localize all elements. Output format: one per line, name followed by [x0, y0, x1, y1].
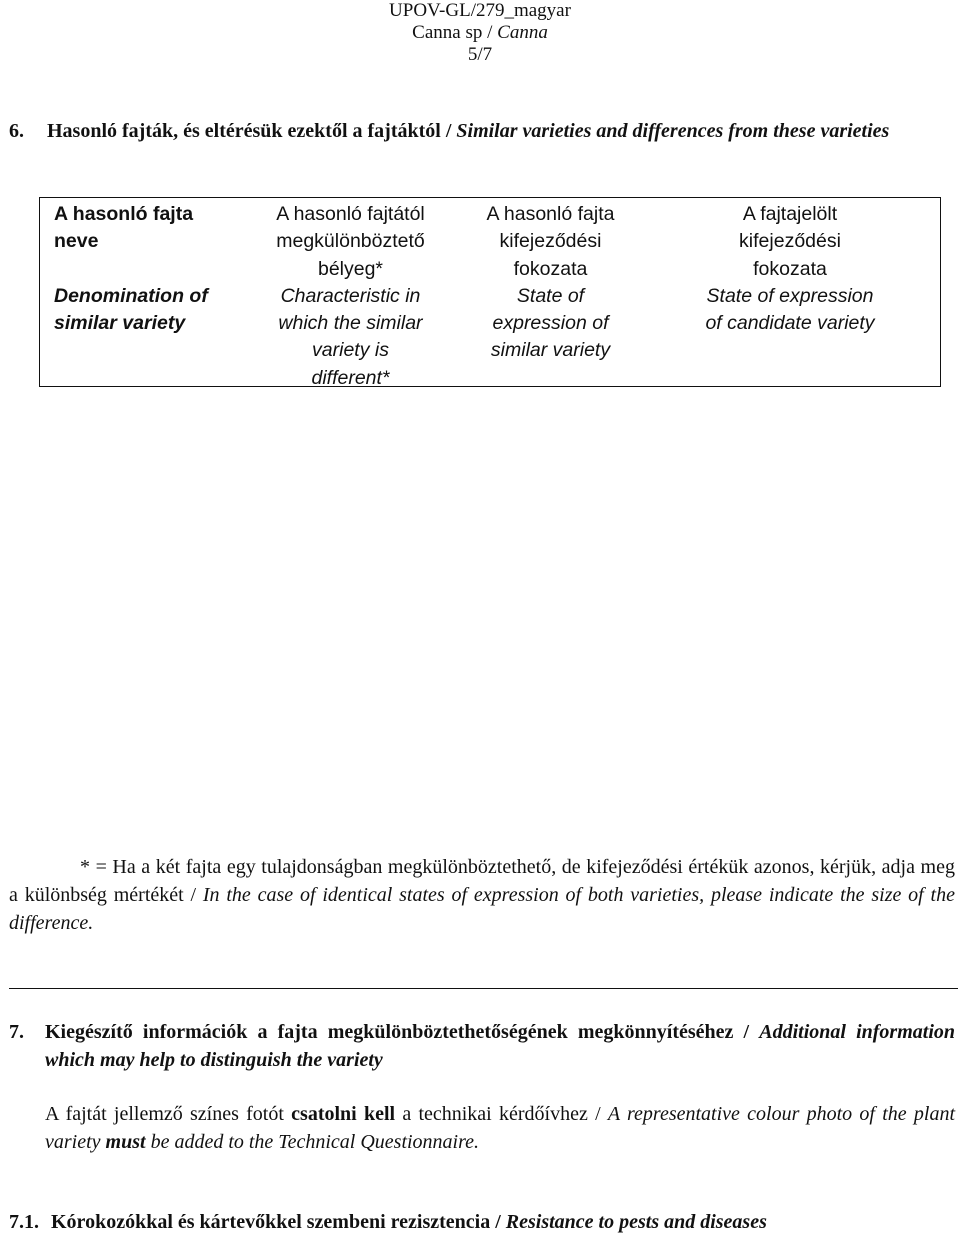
section-title-hu: Kórokozókkal és kártevőkkel szembeni rezisztencia / — [51, 1211, 506, 1233]
section-number: 7. — [9, 1021, 24, 1043]
document-subtitle: Canna sp / Canna — [412, 22, 548, 43]
section-7-paragraph: A fajtát jellemző színes fotót csatolni kell a technikai kérdőívhez / A representative colour photo of the plant variety must be added to the Technical Questionnaire. — [45, 1103, 956, 1153]
document-code: UPOV-GL/279_magyar — [389, 0, 571, 21]
section-title-hu: Kiegészítő információk a fajta megkülönböztethetőségének megkönnyítéséhez / — [45, 1021, 760, 1043]
table-footnote: * = Ha a két fajta egy tulajdonságban megkülönböztethető, de kifejeződési értékük azonos, kérjük, adja meg a különbség mértékét / In the case of identical states of expression of both varieties, please indicate the size of the difference. — [9, 856, 955, 934]
section-6-heading — [9, 117, 959, 145]
horizontal-divider — [9, 988, 958, 989]
section-7-heading — [9, 1018, 955, 1074]
page-header — [0, 0, 960, 66]
similar-varieties-table — [39, 197, 941, 387]
section-number: 6. — [9, 120, 24, 142]
section-title-hu: Hasonló fajták, és eltérésük ezektől a fajtáktól / — [47, 120, 457, 142]
column-candidate-state: A fajtajelölt kifejeződési fokozata State of expression of candidate variety — [705, 203, 875, 335]
column-similar-state: A hasonló fajta kifejeződési fokozata State of expression of similar variety — [486, 203, 615, 362]
section-number: 7.1. — [9, 1211, 39, 1233]
section-title-en: Additional information which may help to distinguish the variety — [45, 1021, 955, 1071]
page-number: 5/7 — [467, 44, 493, 65]
column-denomination: A hasonló fajta neve Denomination of similar variety — [54, 203, 208, 334]
column-characteristic: A hasonló fajtától megkülönböztető bélyeg* Characteristic in which the similar variety is different* — [276, 203, 425, 389]
section-title-en: Similar varieties and differences from these varieties — [456, 120, 890, 142]
section-title-en: Resistance to pests and diseases — [505, 1211, 767, 1233]
section-7-1-heading — [9, 1208, 955, 1236]
